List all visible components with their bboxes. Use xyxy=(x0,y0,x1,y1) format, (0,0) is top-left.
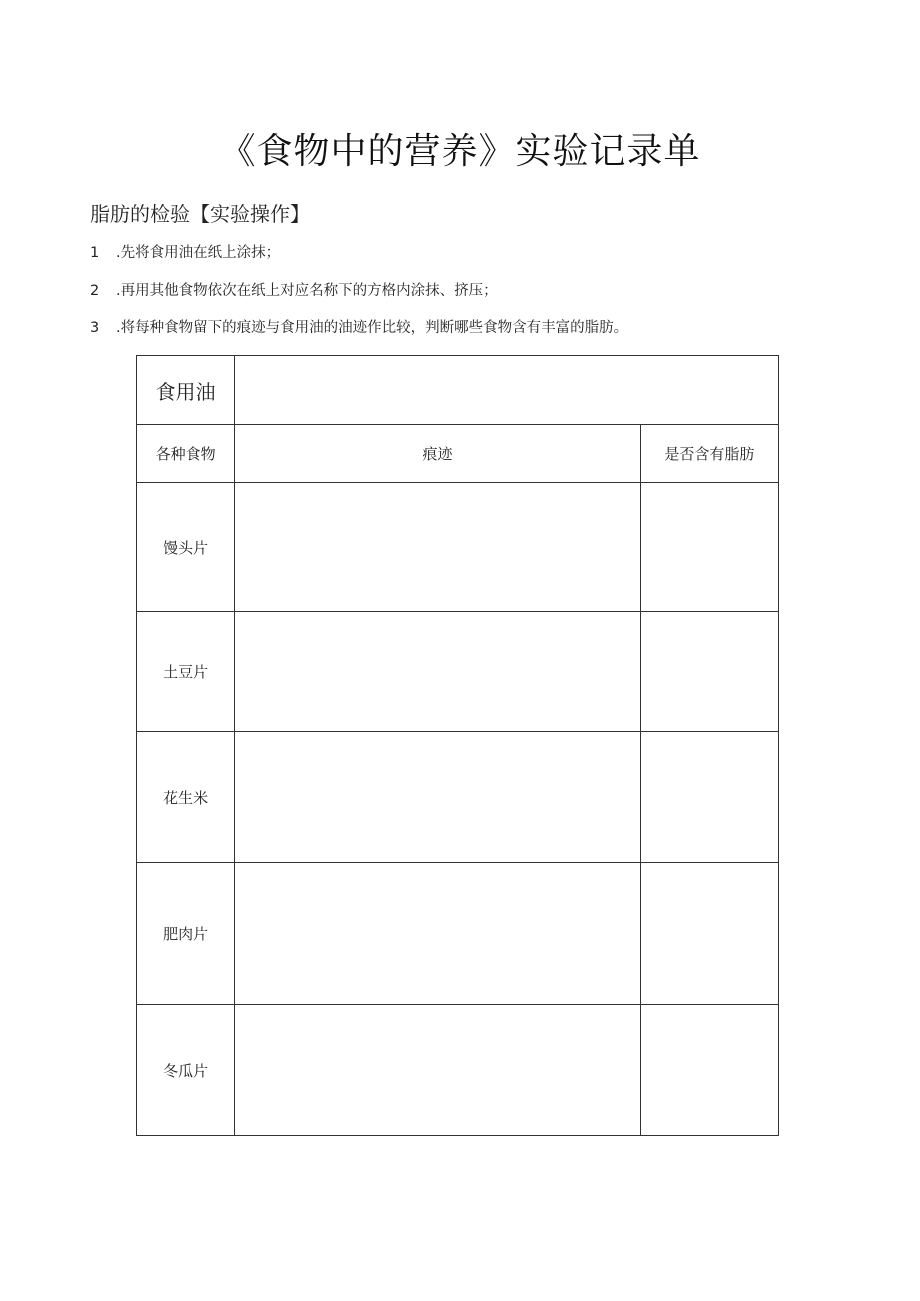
oil-row xyxy=(137,356,779,425)
step-3 xyxy=(90,318,628,338)
step-text: .再用其他食物依次在纸上对应名称下的方格内涂抹、挤压； xyxy=(116,283,498,299)
table-row xyxy=(137,863,779,1005)
header-trace: 痕迹 xyxy=(235,425,641,483)
table-row xyxy=(137,1005,779,1136)
step-number: 1 xyxy=(90,245,100,261)
step-text: .先将食用油在纸上涂抹； xyxy=(116,245,281,261)
trace-cell[interactable] xyxy=(235,612,641,732)
section-title: 脂肪的检验【实验操作】 xyxy=(90,202,310,226)
trace-cell[interactable] xyxy=(235,732,641,863)
food-name: 花生米 xyxy=(137,732,235,863)
fat-cell[interactable] xyxy=(640,863,778,1005)
step-number: 3 xyxy=(90,320,100,336)
oil-trace-cell[interactable] xyxy=(235,356,779,425)
oil-label: 食用油 xyxy=(137,356,235,425)
food-name: 冬瓜片 xyxy=(137,1005,235,1136)
step-text: .将每种食物留下的痕迹与食用油的油迹作比较，判断哪些食物含有丰富的脂肪。 xyxy=(116,320,629,336)
step-1 xyxy=(90,243,280,263)
trace-cell[interactable] xyxy=(235,863,641,1005)
fat-cell[interactable] xyxy=(640,612,778,732)
fat-cell[interactable] xyxy=(640,483,778,612)
fat-cell[interactable] xyxy=(640,732,778,863)
food-name: 土豆片 xyxy=(137,612,235,732)
step-number: 2 xyxy=(90,283,100,299)
table-row xyxy=(137,612,779,732)
header-food: 各种食物 xyxy=(137,425,235,483)
step-2 xyxy=(90,281,498,301)
header-fat: 是否含有脂肪 xyxy=(640,425,778,483)
table-row xyxy=(137,732,779,863)
page-title: 《食物中的营养》实验记录单 xyxy=(219,131,701,172)
food-name: 馒头片 xyxy=(137,483,235,612)
table-row xyxy=(137,483,779,612)
trace-cell[interactable] xyxy=(235,483,641,612)
trace-cell[interactable] xyxy=(235,1005,641,1136)
header-row xyxy=(137,425,779,483)
fat-cell[interactable] xyxy=(640,1005,778,1136)
record-table xyxy=(136,355,779,1136)
food-name: 肥肉片 xyxy=(137,863,235,1005)
